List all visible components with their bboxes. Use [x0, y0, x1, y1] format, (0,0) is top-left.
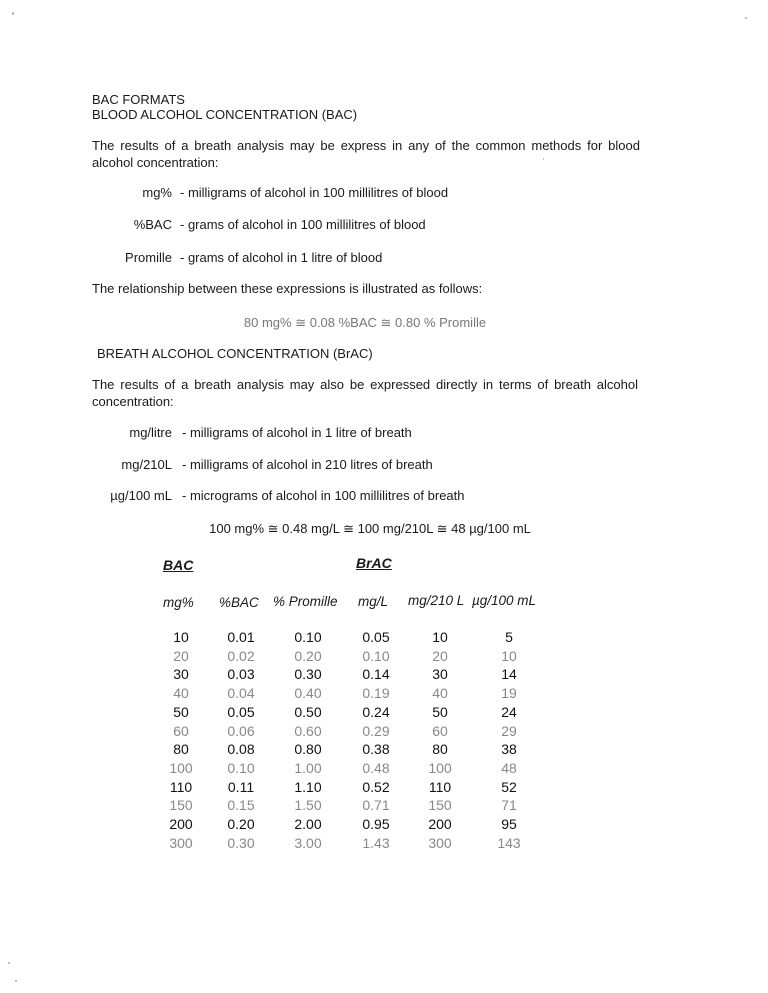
- brac-def-text: - milligrams of alcohol in 210 litres of breath: [182, 457, 433, 472]
- table-cell: 20: [432, 647, 448, 664]
- heading-bac-title: BLOOD ALCOHOL CONCENTRATION (BAC): [92, 107, 358, 122]
- column-header: % Promille: [273, 594, 338, 609]
- table-cell: 0.10: [294, 629, 322, 645]
- table-cell: 0.80: [294, 741, 322, 758]
- table-cell: 19: [501, 685, 517, 702]
- column-header: %BAC: [219, 595, 259, 610]
- bac-def-text: - grams of alcohol in 1 litre of blood: [180, 250, 383, 265]
- table-cell: 40: [432, 685, 448, 702]
- table-cell: 52: [501, 778, 517, 795]
- table-cell: 0.04: [227, 685, 255, 702]
- scan-speck: [745, 17, 747, 19]
- table-cell: 300: [169, 834, 193, 851]
- table-cell: 0.01: [227, 629, 255, 645]
- table-cell: 143: [497, 834, 521, 851]
- table-cell: 0.10: [362, 647, 390, 664]
- table-cell: 0.30: [294, 666, 322, 683]
- column-header: mg/210 L: [408, 593, 465, 608]
- table-cell: 0.10: [227, 759, 255, 776]
- table-cell: 0.02: [227, 647, 255, 664]
- brac-def-text: - milligrams of alcohol in 1 litre of breath: [182, 425, 412, 440]
- intro-brac-paragraph: The results of a breath analysis may also be expressed directly in terms of breath alcohol concentration:: [92, 377, 638, 409]
- brac-def-text: - micrograms of alcohol in 100 millilitres of breath: [182, 488, 465, 503]
- heading-bac-formats: BAC FORMATS: [92, 92, 185, 107]
- table-cell: 30: [432, 666, 448, 683]
- table-cell: 38: [501, 741, 517, 758]
- table-cell: 1.50: [294, 797, 322, 814]
- bac-def-unit: Promille: [125, 250, 172, 265]
- table-cell: 1.10: [294, 778, 322, 795]
- table-cell: 100: [428, 759, 452, 776]
- table-cell: 0.03: [227, 666, 255, 683]
- table-cell: 24: [501, 703, 517, 720]
- relationship-text: The relationship between these expressions is illustrated as follows:: [92, 281, 483, 296]
- intro-bac-paragraph: The results of a breath analysis may be express in any of the common methods for blood alcohol concentration:: [92, 138, 640, 170]
- table-cell: 0.95: [362, 816, 390, 832]
- table-cell: 110: [428, 778, 452, 795]
- table-cell: 0.05: [227, 703, 255, 720]
- scan-speck: [543, 158, 544, 160]
- brac-def-unit: µg/100 mL: [110, 488, 172, 503]
- table-cell: 200: [169, 816, 193, 832]
- table-cell: 0.38: [362, 741, 390, 758]
- scan-speck: [15, 980, 17, 982]
- table-group-bac: BAC: [163, 557, 194, 573]
- table-cell: 10: [501, 647, 517, 664]
- table-cell: 5: [505, 629, 513, 645]
- table-cell: 50: [432, 703, 448, 720]
- bac-def-text: - milligrams of alcohol in 100 millilitres of blood: [180, 185, 449, 200]
- table-cell: 0.29: [362, 722, 390, 739]
- table-cell: 60: [173, 722, 189, 739]
- table-cell: 0.24: [362, 703, 390, 720]
- table-cell: 300: [428, 834, 452, 851]
- table-cell: 50: [173, 703, 189, 720]
- table-cell: 0.15: [227, 797, 255, 814]
- table-cell: 80: [432, 741, 448, 758]
- table-cell: 150: [169, 797, 193, 814]
- table-cell: 0.20: [294, 647, 322, 664]
- brac-def-unit: mg/210L: [121, 457, 172, 472]
- table-cell: 48: [501, 759, 517, 776]
- table-cell: 1.00: [294, 759, 322, 776]
- table-cell: 0.30: [227, 834, 255, 851]
- table-cell: 71: [501, 797, 517, 814]
- table-cell: 10: [432, 629, 448, 645]
- table-cell: 0.52: [362, 778, 390, 795]
- table-cell: 14: [501, 666, 517, 683]
- table-group-brac: BrAC: [356, 555, 392, 571]
- table-cell: 0.50: [294, 703, 322, 720]
- table-cell: 1.43: [362, 834, 390, 851]
- brac-formula: 100 mg% ≅ 0.48 mg/L ≅ 100 mg/210L ≅ 48 µg/100 mL: [209, 521, 531, 536]
- table-cell: 0.20: [227, 816, 255, 832]
- table-cell: 3.00: [294, 834, 322, 851]
- table-cell: 0.40: [294, 685, 322, 702]
- heading-brac-title: BREATH ALCOHOL CONCENTRATION (BrAC): [97, 346, 373, 361]
- table-cell: 100: [169, 759, 193, 776]
- table-cell: 0.19: [362, 685, 390, 702]
- table-cell: 30: [173, 666, 189, 683]
- table-cell: 10: [173, 629, 189, 645]
- table-cell: 0.08: [227, 741, 255, 758]
- table-cell: 150: [428, 797, 452, 814]
- column-header: mg/L: [358, 594, 389, 609]
- table-cell: 0.71: [362, 797, 390, 814]
- table-cell: 0.05: [362, 629, 390, 645]
- table-cell: 2.00: [294, 816, 322, 832]
- table-cell: 0.60: [294, 722, 322, 739]
- table-cell: 80: [173, 741, 189, 758]
- column-header: µg/100 mL: [472, 593, 537, 608]
- scan-speck: [8, 962, 10, 964]
- table-cell: 110: [169, 778, 193, 795]
- column-header: mg%: [163, 595, 194, 610]
- table-cell: 0.06: [227, 722, 255, 739]
- table-cell: 29: [501, 722, 517, 739]
- bac-formula: 80 mg% ≅ 0.08 %BAC ≅ 0.80 % Promille: [243, 315, 487, 330]
- table-cell: 40: [173, 685, 189, 702]
- table-cell: 60: [432, 722, 448, 739]
- bac-def-unit: mg%: [142, 185, 172, 200]
- bac-def-text: - grams of alcohol in 100 millilitres of blood: [180, 217, 426, 232]
- table-cell: 20: [173, 647, 189, 664]
- table-cell: 200: [428, 816, 452, 832]
- bac-def-unit: %BAC: [133, 217, 172, 232]
- table-cell: 0.48: [362, 759, 390, 776]
- table-cell: 95: [501, 816, 517, 832]
- brac-def-unit: mg/litre: [129, 425, 172, 440]
- table-cell: 0.11: [227, 778, 255, 795]
- table-cell: 0.14: [362, 666, 390, 683]
- scan-speck: [12, 12, 14, 15]
